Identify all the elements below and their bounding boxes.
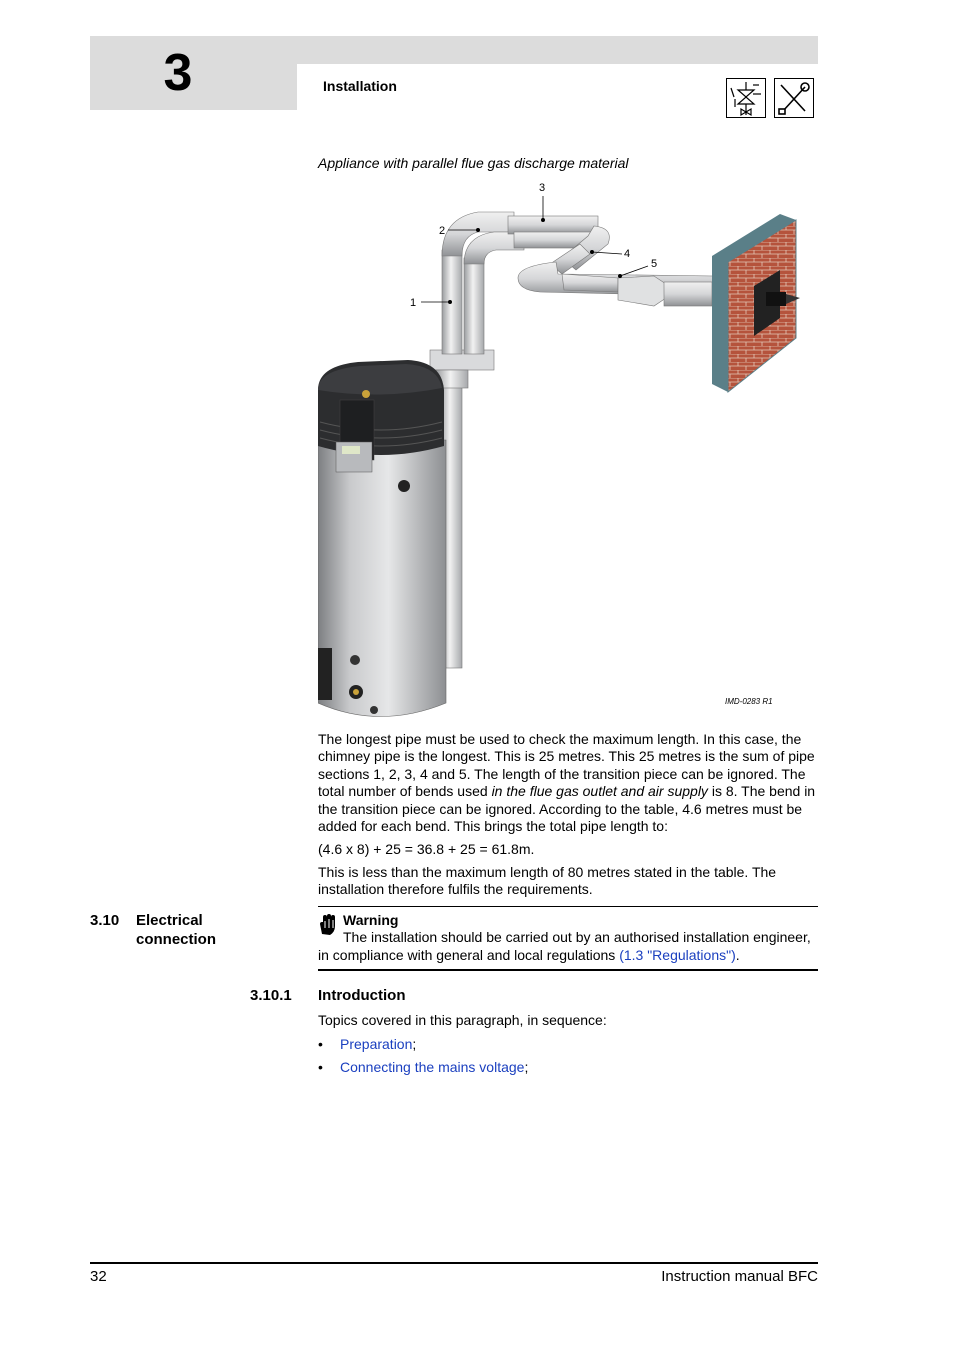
section-3-10-number: 3.10: [90, 912, 120, 929]
p1-text-a: The longest pipe must be used to check the maximum length. In this case, the chimney pipe is the longest. This is 25 metres. This 25 metres is the sum of pipe sections 1, 2, 3, 4 and 5. The length of the transition piece can be ignored. The total number of bends used: [318, 731, 815, 800]
section-3-10-1-title: Introduction: [318, 987, 406, 1004]
preparation-link[interactable]: Preparation: [340, 1036, 413, 1052]
topics-intro: Topics covered in this paragraph, in sequence:: [318, 1012, 607, 1028]
header-strip: [297, 36, 818, 64]
mains-voltage-link[interactable]: Connecting the mains voltage: [340, 1059, 525, 1075]
footer-rule: [90, 1262, 818, 1264]
figure-ref: IMD-0283 R1: [725, 697, 773, 706]
section-title: Installation: [323, 78, 397, 94]
list-item: [340, 1059, 528, 1075]
warning-top-rule: [318, 906, 818, 907]
bullet-marker: •: [318, 1059, 323, 1075]
chapter-number: 3: [163, 44, 193, 102]
section-3-10-title-line2: connection: [136, 931, 217, 948]
list-item: [340, 1036, 416, 1052]
section-3-10-1-number: 3.10.1: [250, 987, 292, 1004]
manual-title: Instruction manual BFC: [661, 1268, 818, 1285]
section-3-10-title-line1: Electrical: [136, 912, 203, 929]
bullet-marker: •: [318, 1036, 323, 1052]
p1-text-b: is 8. The bend in the transition piece can be ignored. According to the table, 4.6 metres must be added for each bend. This brings the total pipe length to:: [318, 783, 816, 835]
callout-3: 3: [539, 182, 546, 194]
page-number: 32: [90, 1268, 107, 1285]
regulations-link[interactable]: (1.3 "Regulations"): [619, 947, 736, 963]
installation-valves-icon: [726, 78, 766, 118]
callout-2: 2: [439, 225, 446, 237]
tools-icon: [774, 78, 814, 118]
warning-text-start: in compliance with general and local regulations: [318, 947, 620, 963]
body-paragraph-1: [318, 731, 818, 835]
callout-5: 5: [651, 258, 658, 270]
formula: (4.6 x 8) + 25 = 36.8 + 25 = 61.8m.: [318, 841, 535, 857]
figure-caption: Appliance with parallel flue gas discharge material: [318, 155, 629, 171]
figure-water-heater-flue: [318, 178, 818, 723]
warning-title: Warning: [343, 912, 399, 928]
warning-text-end: .: [735, 947, 740, 963]
body-paragraph-2: This is less than the maximum length of 80 metres stated in the table. The installation therefore fulfils the requirements.: [318, 864, 777, 898]
callout-1: 1: [410, 297, 417, 309]
bullet-suffix: ;: [524, 1059, 529, 1075]
callout-4: 4: [624, 248, 631, 260]
warning-text-line2: [318, 947, 740, 964]
warning-hand-icon: [318, 914, 338, 936]
p1-italic: in the flue gas outlet and air supply: [491, 783, 708, 800]
warning-bottom-rule: [318, 969, 818, 971]
bullet-suffix: ;: [412, 1036, 417, 1052]
warning-text-line1: The installation should be carried out by an authorised installation engineer,: [343, 929, 811, 945]
